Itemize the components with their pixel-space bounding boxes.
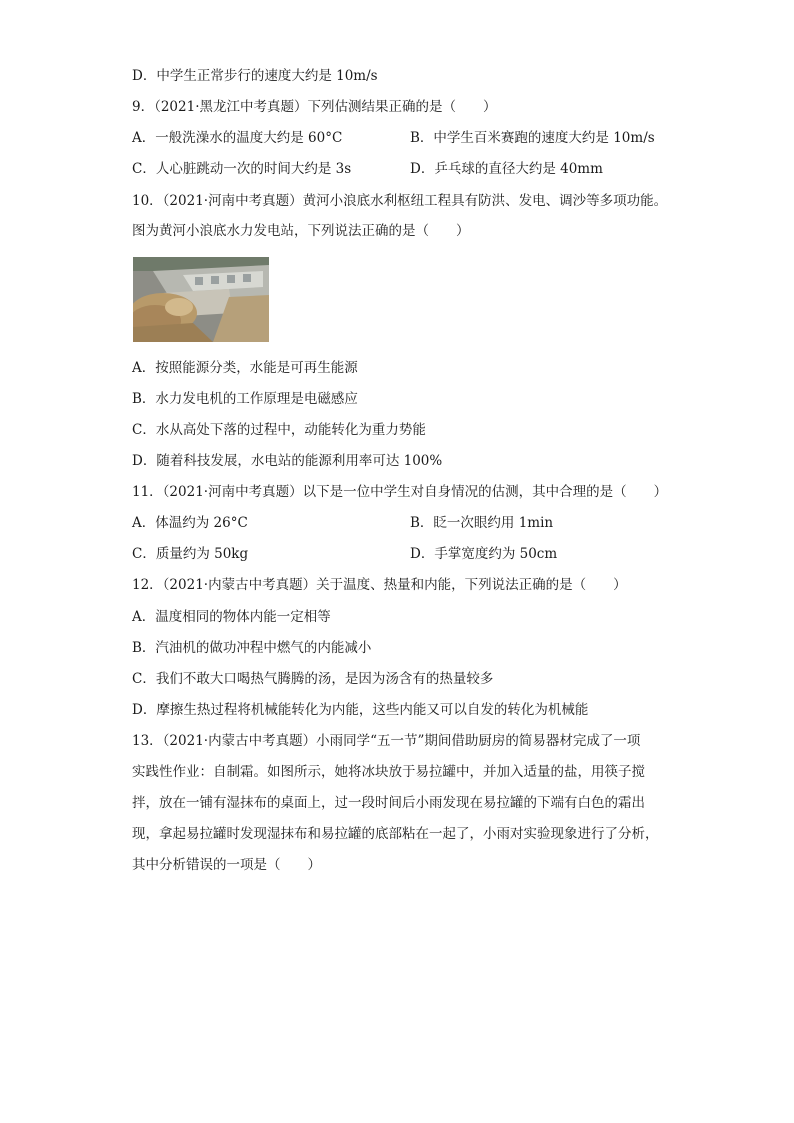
dam-photo bbox=[133, 257, 269, 342]
q10-option-d: D．随着科技发展，水电站的能源利用率可达 100% bbox=[132, 453, 443, 469]
q8-option-d: D．中学生正常步行的速度大约是 10m/s bbox=[132, 68, 378, 84]
q10-option-a: A．按照能源分类，水能是可再生能源 bbox=[132, 360, 358, 376]
q9-stem: 9．（2021·黑龙江中考真题）下列估测结果正确的是（ ） bbox=[132, 99, 497, 115]
q12-stem: 12．（2021·内蒙古中考真题）关于温度、热量和内能，下列说法正确的是（ ） bbox=[132, 577, 627, 593]
q13-stem-line3: 拌，放在一铺有湿抹布的桌面上，过一段时间后小雨发现在易拉罐的下端有白色的霜出 bbox=[132, 795, 645, 811]
q9-option-c: C．人心脏跳动一次的时间大约是 3s bbox=[132, 161, 352, 177]
q10-option-c: C．水从高处下落的过程中，动能转化为重力势能 bbox=[132, 422, 426, 438]
q11-option-a: A．体温约为 26°C bbox=[132, 515, 248, 531]
q11-stem: 11．（2021·河南中考真题）以下是一位中学生对自身情况的估测，其中合理的是（ ） bbox=[132, 484, 668, 500]
q12-option-b: B．汽油机的做功冲程中燃气的内能减小 bbox=[132, 640, 372, 656]
q11-option-c: C．质量约为 50kg bbox=[132, 546, 249, 562]
q13-stem-line1: 13．（2021·内蒙古中考真题）小雨同学“五一节”期间借助厨房的简易器材完成了一项 bbox=[132, 733, 641, 749]
q12-option-d: D．摩擦生热过程将机械能转化为内能，这些内能又可以自发的转化为机械能 bbox=[132, 702, 589, 718]
q12-option-a: A．温度相同的物体内能一定相等 bbox=[132, 609, 331, 625]
q13-stem-line5: 其中分析错误的一项是（ ） bbox=[132, 857, 321, 873]
q11-option-d: D．手掌宽度约为 50cm bbox=[410, 546, 558, 562]
q10-stem-line1: 10．（2021·河南中考真题）黄河小浪底水利枢纽工程具有防洪、发电、调沙等多项功能。 bbox=[132, 193, 668, 209]
q11-option-b: B．眨一次眼约用 1min bbox=[410, 515, 554, 531]
q10-option-b: B．水力发电机的工作原理是电磁感应 bbox=[132, 391, 358, 407]
q12-option-c: C．我们不敢大口喝热气腾腾的汤，是因为汤含有的热量较多 bbox=[132, 671, 494, 687]
q10-stem-line2: 图为黄河小浪底水力发电站，下列说法正确的是（ ） bbox=[132, 223, 470, 239]
q13-stem-line4: 现，拿起易拉罐时发现湿抹布和易拉罐的底部粘在一起了，小雨对实验现象进行了分析， bbox=[132, 826, 659, 842]
q13-stem-line2: 实践性作业：自制霜。如图所示，她将冰块放于易拉罐中，并加入适量的盐，用筷子搅 bbox=[132, 764, 645, 780]
q9-option-a: A．一般洗澡水的温度大约是 60°C bbox=[132, 130, 343, 146]
q9-option-b: B．中学生百米赛跑的速度大约是 10m/s bbox=[410, 130, 655, 146]
q9-option-d: D．乒乓球的直径大约是 40mm bbox=[410, 161, 603, 177]
